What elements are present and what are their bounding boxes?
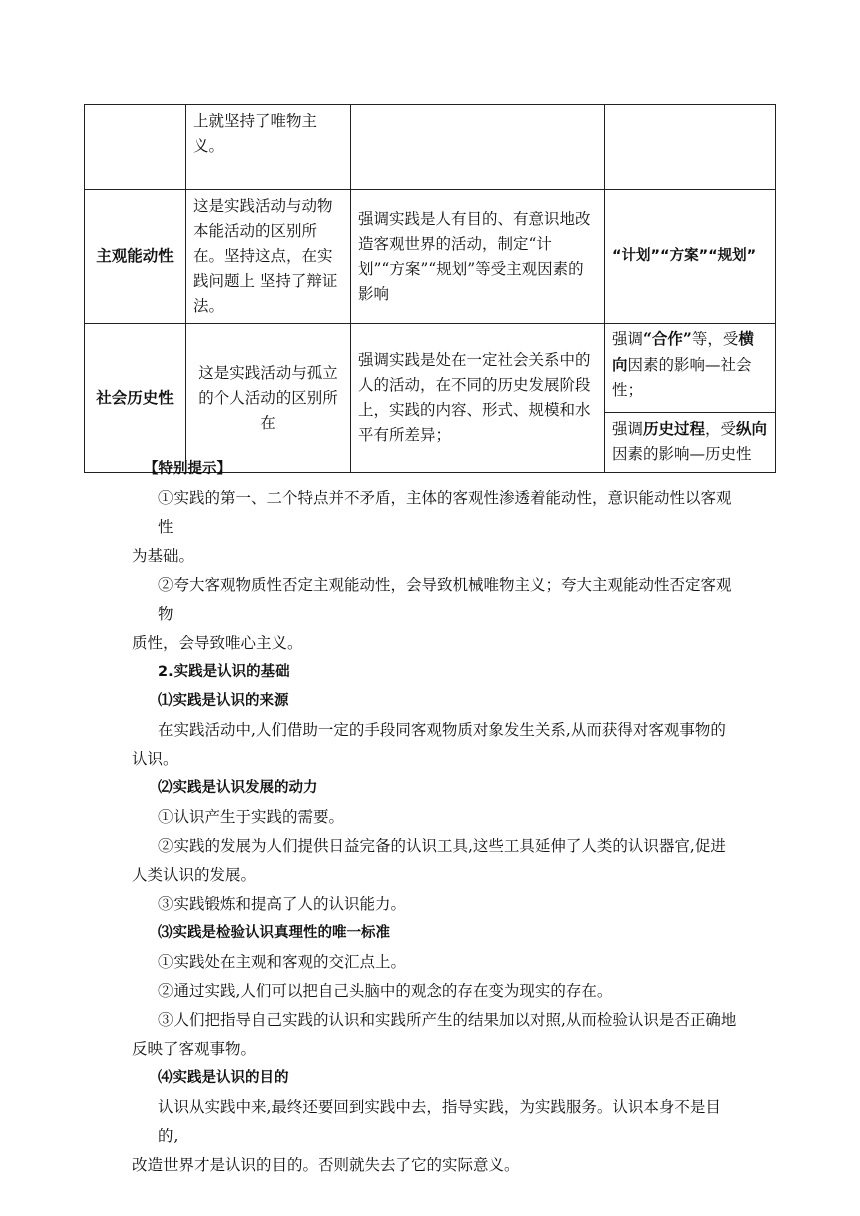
text-line: 认识。	[132, 750, 179, 768]
text-span: 因素的影响—历史性	[612, 445, 752, 463]
tip-title: 【特别提示】	[144, 461, 231, 477]
body-content	[132, 455, 738, 1180]
table-cell: 这是实践活动与动物本能活动的区别所在。坚持这点，在实践问题上 坚持了辩证法。	[186, 190, 351, 324]
row-header: 社会历史性	[85, 324, 186, 473]
text-line: 改造世界才是认识的目的。否则就失去了它的实际意义。	[132, 1156, 520, 1174]
bold-text: “合作”	[643, 329, 692, 348]
text-span: ，受	[705, 420, 737, 438]
text-line: 人类认识的发展。	[132, 866, 257, 884]
table-cell	[605, 324, 775, 413]
text-line: 认识从实践中来,最终还要回到实践中去，指导实践，为实践服务。认识本身不是目的,	[158, 1098, 721, 1145]
text-line: ①实践的第一、二个特点并不矛盾，主体的客观性渗透着能动性，意识能动性以客观性	[158, 489, 732, 536]
paragraph: ①认识产生于实践的需要。	[158, 808, 345, 826]
subsection-heading: ⑶实践是检验认识真理性的唯一标准	[158, 925, 390, 941]
bold-text: 历史过程	[643, 419, 706, 438]
text-span: 强调	[612, 330, 644, 348]
bold-text: 横向	[612, 329, 754, 374]
table-cell: 上就坚持了唯物主义。	[186, 105, 351, 190]
text-line: 质性，会导致唯心主义。	[132, 634, 303, 652]
table-row	[85, 324, 776, 473]
table-cell: 强调实践是处在一定社会关系中的人的活动，在不同的历史发展阶段上，实践的内容、形式、规模和水平有所差异；	[351, 324, 605, 473]
paragraph: ③实践锻炼和提高了人的认识能力。	[158, 895, 407, 913]
table-cell: 这是实践活动与孤立的个人活动的区别所在	[186, 324, 351, 473]
paragraph: ①实践处在主观和客观的交汇点上。	[158, 953, 407, 971]
paragraph	[132, 1093, 738, 1180]
table-cell	[605, 324, 776, 473]
text-line: ②实践的发展为人们提供日益完备的认识工具,这些工具延伸了人类的认识器官,促进	[158, 837, 726, 855]
text-span: 因素的影响—社会性；	[612, 356, 752, 399]
row-header: 主观能动性	[85, 190, 186, 324]
text-line: 为基础。	[132, 547, 195, 565]
paragraph	[132, 832, 738, 890]
table-cell	[351, 105, 605, 190]
subsection-heading: ⑵实践是认识发展的动力	[158, 780, 318, 796]
subsection-heading: ⑷实践是认识的目的	[158, 1070, 289, 1086]
text-line: ②夸大客观物质性否定主观能动性，会导致机械唯物主义；夸大主观能动性否定客观物	[158, 576, 732, 623]
text-span: 等，受	[691, 330, 739, 348]
table-cell: 强调实践是人有目的、有意识地改造客观世界的活动，制定“计划”“方案”“规划”等受主观因素的影响	[351, 190, 605, 324]
table-cell	[85, 105, 186, 190]
paragraph: ②通过实践,人们可以把自己头脑中的观念的存在变为现实的存在。	[158, 982, 613, 1000]
table-cell: “计划”“方案”“规划”	[605, 190, 776, 324]
paragraph	[132, 716, 738, 774]
table-row	[605, 324, 775, 413]
section-heading: 2.实践是认识的基础	[158, 664, 290, 680]
paragraph	[132, 484, 738, 571]
text-line: 在实践活动中,人们借助一定的手段同客观物质对象发生关系,从而获得对客观事物的	[158, 721, 726, 739]
paragraph	[132, 571, 738, 658]
text-line: 反映了客观事物。	[132, 1040, 257, 1058]
bold-text: 纵向	[736, 419, 768, 438]
text-span: 强调	[612, 420, 644, 438]
table-row	[85, 105, 776, 190]
subsection-heading: ⑴实践是认识的来源	[158, 693, 289, 709]
paragraph	[132, 1006, 738, 1064]
table-row	[85, 190, 776, 324]
nested-cell-table	[605, 324, 775, 467]
text-line: ③人们把指导自己实践的认识和实践所产生的结果加以对照,从而检验认识是否正确地	[158, 1011, 737, 1029]
table-cell	[605, 105, 776, 190]
comparison-table	[84, 104, 776, 473]
